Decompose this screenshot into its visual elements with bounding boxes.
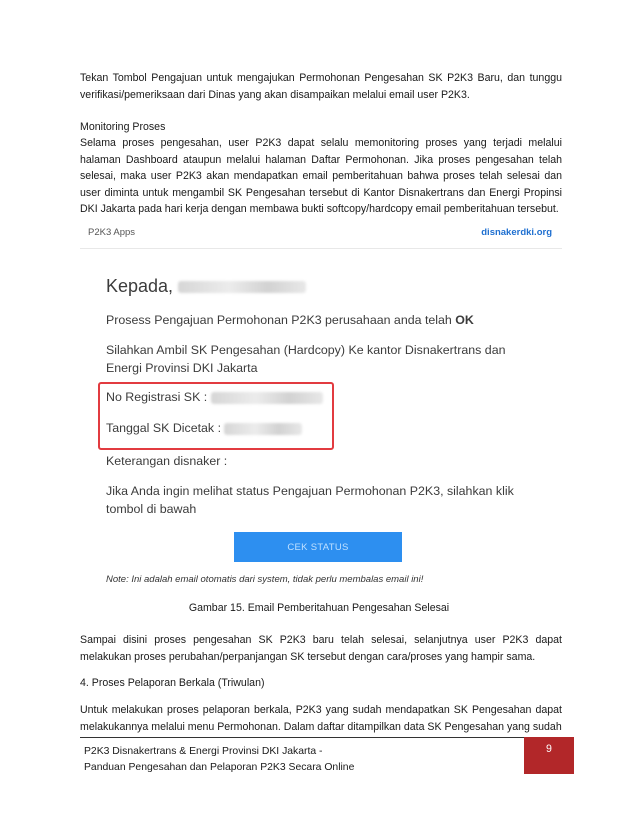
- footer-divider: [80, 737, 548, 738]
- figure-caption: Gambar 15. Email Pemberitahuan Pengesahan Selesai: [188, 602, 450, 614]
- keterangan-label: Keterangan disnaker :: [106, 454, 228, 468]
- redacted-registration-number: [211, 392, 323, 404]
- monitoring-heading: Monitoring Proses: [80, 121, 166, 133]
- section-4-paragraph: Untuk melakukan proses pelaporan berkala, P2K3 yang sudah mendapatkan SK Pengesahan dapat melakukannya melalui menu Permohonan. Dalam daftar ditampilkan data SK Pengesahan yang sudah: [80, 704, 562, 733]
- section-4-heading: 4. Proses Pelaporan Berkala (Triwulan): [80, 677, 265, 689]
- footer-line-2: Panduan Pengesahan dan Pelaporan P2K3 Secara Online: [84, 761, 355, 773]
- registration-label: No Registrasi SK :: [106, 390, 208, 404]
- email-app-name: P2K3 Apps: [88, 227, 136, 238]
- email-status-line: [106, 313, 474, 327]
- intro-paragraph: Tekan Tombol Pengajuan untuk mengajukan Permohonan Pengesahan SK P2K3 Baru, dan tunggu verifikasi/pemeriksaan dari Dinas yang akan disampaikan melalui email user P2K3.: [80, 72, 562, 101]
- email-greeting: Kepada,: [106, 276, 174, 296]
- redacted-company-name: [178, 281, 306, 293]
- email-note: Note: Ini adalah email otomatis dari system, tidak perlu membalas email ini!: [106, 574, 424, 585]
- status-text: Prosess Pengajuan Permohonan P2K3 perusahaan anda telah: [106, 313, 452, 327]
- email-header: [80, 218, 562, 249]
- email-pickup-line-2: Energi Provinsi DKI Jakarta: [106, 361, 258, 375]
- status-ok: OK: [455, 313, 474, 327]
- footer: [84, 744, 354, 775]
- email-screenshot: [80, 218, 562, 596]
- redacted-print-date: [224, 423, 302, 435]
- after-paragraph: Sampai disini proses pengesahan SK P2K3 baru telah selesai, selanjutnya user P2K3 dapat melakukan proses perubahan/perpanjangan SK tersebut dengan cara/proses yang hampir sama.: [80, 634, 562, 663]
- monitoring-paragraph: Selama proses pengesahan, user P2K3 dapat selalu memonitoring proses yang terjadi melalui halaman Dashboard ataupun melalui halaman Daftar Permohonan. Jika proses pengesahan telah selesai, maka user P2K3 akan mendapatkan email pemberitahuan bahwa proses telah selesai dan user diminta untuk mengambil SK Pengesahan tersebut di Kantor Disnakertrans dan Energi Propinsi DKI Jakarta pada hari kerja dengan membawa bukti softcopy/hardcopy email pemberitahuan tersebut.: [80, 137, 562, 216]
- check-status-line-1: Jika Anda ingin melihat status Pengajuan Permohonan P2K3, silahkan klik: [106, 484, 514, 498]
- check-status-line-2: tombol di bawah: [106, 502, 197, 516]
- print-date-label: Tanggal SK Dicetak :: [106, 421, 222, 435]
- cek-status-button[interactable]: CEK STATUS: [234, 532, 402, 562]
- page-number: 9: [524, 737, 574, 774]
- registration-row: [106, 390, 323, 404]
- site-link[interactable]: disnakerdki.org: [481, 227, 552, 238]
- print-date-row: [106, 421, 302, 435]
- email-greeting-row: [106, 276, 306, 297]
- footer-line-1: P2K3 Disnakertrans & Energi Provinsi DKI Jakarta -: [84, 746, 323, 757]
- email-pickup-line-1: Silahkan Ambil SK Pengesahan (Hardcopy) Ke kantor Disnakertrans dan: [106, 343, 506, 357]
